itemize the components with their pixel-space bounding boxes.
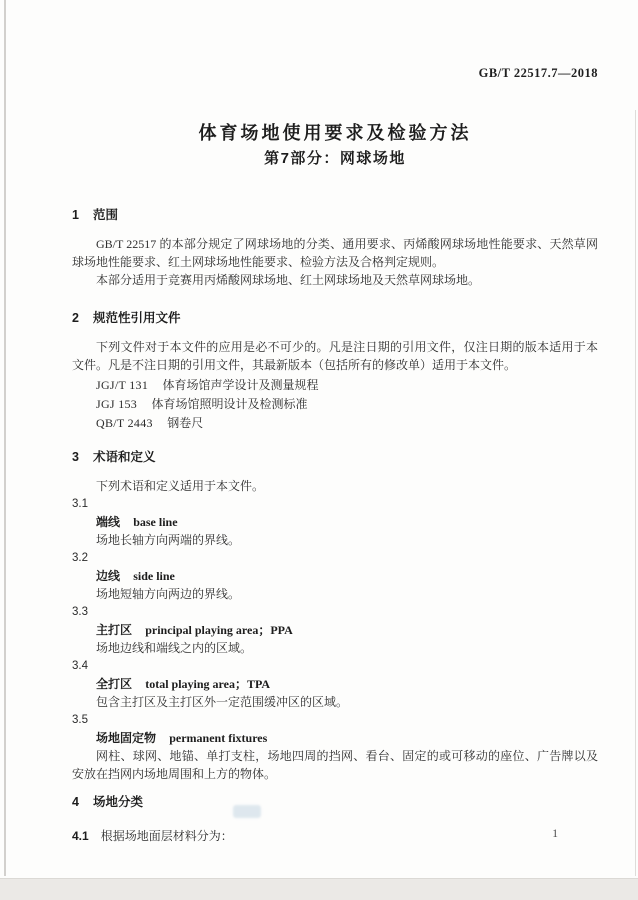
reference-item <box>96 414 598 433</box>
section-2-label: 规范性引用文件 <box>92 311 181 325</box>
term-name-zh: 端线 <box>96 515 121 529</box>
term-definition: 网柱、球网、地锚、单打支柱，场地四周的挡网、看台、固定的或可移动的座位、广告牌以及安放在挡网内场地周围和上方的物体。 <box>72 749 598 781</box>
reference-title: 体育场馆照明设计及检测标准 <box>151 397 308 411</box>
section-1-heading <box>72 206 598 224</box>
term-name-en: total playing area；TPA <box>145 677 271 691</box>
term-definition: 场地边线和端线之内的区域。 <box>96 641 253 655</box>
term-definition: 包含主打区及主打区外一定范围缓冲区的区域。 <box>96 695 349 709</box>
section-1-paragraph-2: 本部分适用于竞赛用丙烯酸网球场地、红土网球场地及天然草网球场地。 <box>96 273 481 287</box>
term-entry <box>72 495 598 549</box>
clause-4-1-number: 4.1 <box>72 829 89 843</box>
term-name-zh: 场地固定物 <box>96 731 157 745</box>
term-name-en: base line <box>133 515 178 529</box>
document-title-line2: 第7部分：网球场地 <box>264 150 406 167</box>
term-name-zh: 主打区 <box>96 623 133 637</box>
reference-code: QB/T 2443 <box>96 416 153 430</box>
term-name-zh: 边线 <box>96 569 121 583</box>
section-3-intro: 下列术语和定义适用于本文件。 <box>96 479 265 493</box>
term-name <box>96 513 598 531</box>
clause-4-1-text: 根据场地面层材料分为： <box>100 829 233 843</box>
scan-edge-left <box>4 0 6 876</box>
scan-edge-right <box>635 110 636 876</box>
term-name <box>96 675 598 693</box>
section-4-heading <box>72 793 598 811</box>
normative-references <box>72 376 598 433</box>
reference-code: JGJ/T 131 <box>96 378 149 392</box>
term-number: 3.4 <box>72 660 88 672</box>
section-1-number: 1 <box>72 208 79 222</box>
section-2-heading <box>72 309 598 327</box>
reference-title: 体育场馆声学设计及测量规程 <box>162 378 319 392</box>
term-name-en: side line <box>133 569 175 583</box>
standard-code: GB/T 22517.7—2018 <box>478 66 598 80</box>
section-1-paragraph-1: GB/T 22517 的本部分规定了网球场地的分类、通用要求、丙烯酸网球场地性能要求、天然草网球场地性能要求、红土网球场地性能要求、检验方法及合格判定规则。 <box>72 237 598 269</box>
term-entry <box>72 603 598 657</box>
section-1-label: 范围 <box>92 208 118 222</box>
term-name-en: permanent fixtures <box>169 731 268 745</box>
section-4-number: 4 <box>72 795 79 809</box>
terms-list <box>72 495 598 783</box>
term-entry <box>72 711 598 783</box>
section-2-number: 2 <box>72 311 79 325</box>
term-definition: 场地短轴方向两边的界线。 <box>96 587 241 601</box>
term-entry <box>72 549 598 603</box>
section-3-heading <box>72 448 598 466</box>
page-number: 1 <box>552 828 558 840</box>
section-3-number: 3 <box>72 450 79 464</box>
page-content <box>72 64 598 845</box>
scan-edge-bottom <box>0 878 638 900</box>
term-name-zh: 全打区 <box>96 677 133 691</box>
term-number: 3.3 <box>72 606 88 618</box>
term-number: 3.2 <box>72 552 88 564</box>
term-entry <box>72 657 598 711</box>
term-name <box>96 729 598 747</box>
term-name-en: principal playing area；PPA <box>145 623 293 637</box>
reference-title: 钢卷尺 <box>167 416 204 430</box>
reference-item <box>96 376 598 395</box>
section-3-label: 术语和定义 <box>92 450 156 464</box>
term-number: 3.1 <box>72 498 88 510</box>
section-4-label: 场地分类 <box>92 795 143 809</box>
watermark-smudge <box>233 805 261 818</box>
term-name <box>96 567 598 585</box>
clause-4-1 <box>72 827 598 845</box>
term-definition: 场地长轴方向两端的界线。 <box>96 533 241 547</box>
term-number: 3.5 <box>72 714 88 726</box>
reference-item <box>96 395 598 414</box>
document-title-line1: 体育场地使用要求及检验方法 <box>198 123 472 143</box>
term-name <box>96 621 598 639</box>
section-2-paragraph-1: 下列文件对于本文件的应用是必不可少的。凡是注日期的引用文件，仅注日期的版本适用于本文件。凡是不注日期的引用文件，其最新版本（包括所有的修改单）适用于本文件。 <box>72 340 598 372</box>
reference-code: JGJ 153 <box>96 397 138 411</box>
